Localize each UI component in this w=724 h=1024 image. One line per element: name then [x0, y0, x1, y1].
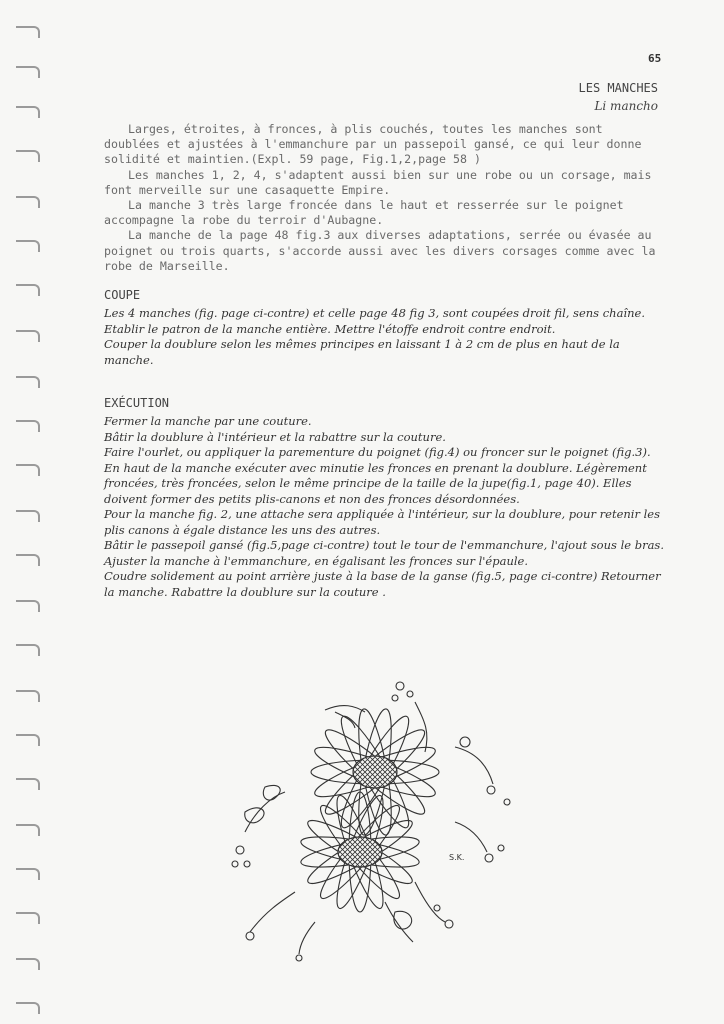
binding-hole — [16, 912, 40, 924]
execution-paragraph: En haut de la manche exécuter avec minutie les fronces en prenant la doublure. Légèrement froncées, très froncées, selon le même principe de la taille de la jupe(fig.1, page 40). Elles doivent former des petits plis-canons et non des fronces désordonnées. — [104, 460, 647, 506]
execution-paragraph: Faire l'ourlet, ou appliquer la parementure du poignet (fig.4) ou froncer sur le poignet (fig.3). — [104, 445, 651, 459]
coupe-paragraph: Les 4 manches (fig. page ci-contre) et celle page 48 fig 3, sont coupées droit fil, sens chaîne. Etablir le patron de la manche entière. Mettre l'étoffe endroit contre endroit. — [104, 306, 645, 336]
binding-hole — [16, 106, 40, 118]
binding-hole — [16, 464, 40, 476]
binding-hole — [16, 644, 40, 656]
binding-hole — [16, 510, 40, 522]
flower-upper — [311, 707, 439, 837]
binding-hole — [16, 330, 40, 342]
execution-paragraph: Ajuster la manche à l'emmanchure, en égalisant les fronces sur l'épaule. — [104, 553, 529, 568]
execution-paragraph: Fermer la manche par une couture. — [104, 414, 312, 428]
binding-hole — [16, 66, 40, 78]
page-title: LES MANCHES — [578, 81, 658, 95]
execution-text — [104, 414, 669, 600]
binding-hole — [16, 150, 40, 162]
binding-hole — [16, 376, 40, 388]
coupe-paragraph: Couper la doublure selon les mêmes principes en laissant 1 à 2 cm de plus en haut de la manche. — [104, 337, 620, 367]
execution-paragraph: Coudre solidement au point arrière juste à la base de la ganse (fig.5, page ci-contre) Retourner la manche. Rabattre la doublure sur la couture . — [104, 569, 661, 599]
binding-hole — [16, 778, 40, 790]
binding-holes — [12, 0, 42, 1024]
illustration-signature: S.K. — [449, 853, 465, 862]
binding-hole — [16, 26, 40, 38]
binding-hole — [16, 420, 40, 432]
flower-lower — [299, 792, 421, 912]
execution-paragraph: Bâtir le passepoil gansé (fig.5,page ci-contre) tout le tour de l'emmanchure, l'ajout sous le bras. — [104, 538, 664, 552]
binding-hole — [16, 958, 40, 970]
foliage — [232, 682, 510, 961]
intro-paragraph: La manche 3 très large froncée dans le haut et resserrée sur le poignet accompagne la robe du terroir d'Aubagne. — [104, 198, 624, 228]
intro-text — [104, 122, 664, 274]
coupe-text — [104, 306, 669, 368]
intro-paragraph: Les manches 1, 2, 4, s'adaptent aussi bien sur une robe ou un corsage, mais font merveille sur une casaquette Empire. — [104, 167, 652, 197]
binding-hole — [16, 240, 40, 252]
execution-heading: EXÉCUTION — [104, 396, 170, 410]
intro-paragraph: La manche de la page 48 fig.3 aux diverses adaptations, serrée ou évasée au poignet ou trois quarts, s'accorde aussi avec les divers corsages comme avec la robe de Marseille. — [104, 228, 656, 273]
binding-hole — [16, 196, 40, 208]
binding-hole — [16, 734, 40, 746]
page-number: 65 — [648, 52, 662, 65]
binding-hole — [16, 824, 40, 836]
flower-illustration — [225, 672, 515, 962]
coupe-heading: COUPE — [104, 288, 141, 302]
binding-hole — [16, 1002, 40, 1014]
execution-paragraph: Bâtir la doublure à l'intérieur et la rabattre sur la couture. — [104, 429, 446, 444]
binding-hole — [16, 284, 40, 296]
execution-paragraph: Pour la manche fig. 2, une attache sera appliquée à l'intérieur, sur la doublure, pour retenir les plis canons à égale distance les uns des autres. — [104, 507, 661, 537]
binding-hole — [16, 554, 40, 566]
page-subtitle: Li mancho — [594, 99, 658, 113]
binding-hole — [16, 690, 40, 702]
binding-hole — [16, 600, 40, 612]
intro-paragraph: Larges, étroites, à fronces, à plis couchés, toutes les manches sont doublées et ajustées à l'emmanchure par un passepoil gansé, ce qui leur donne solidité et maintien.(Expl. 59 page, Fig.1,2,page 58 ) — [104, 122, 642, 167]
binding-hole — [16, 868, 40, 880]
